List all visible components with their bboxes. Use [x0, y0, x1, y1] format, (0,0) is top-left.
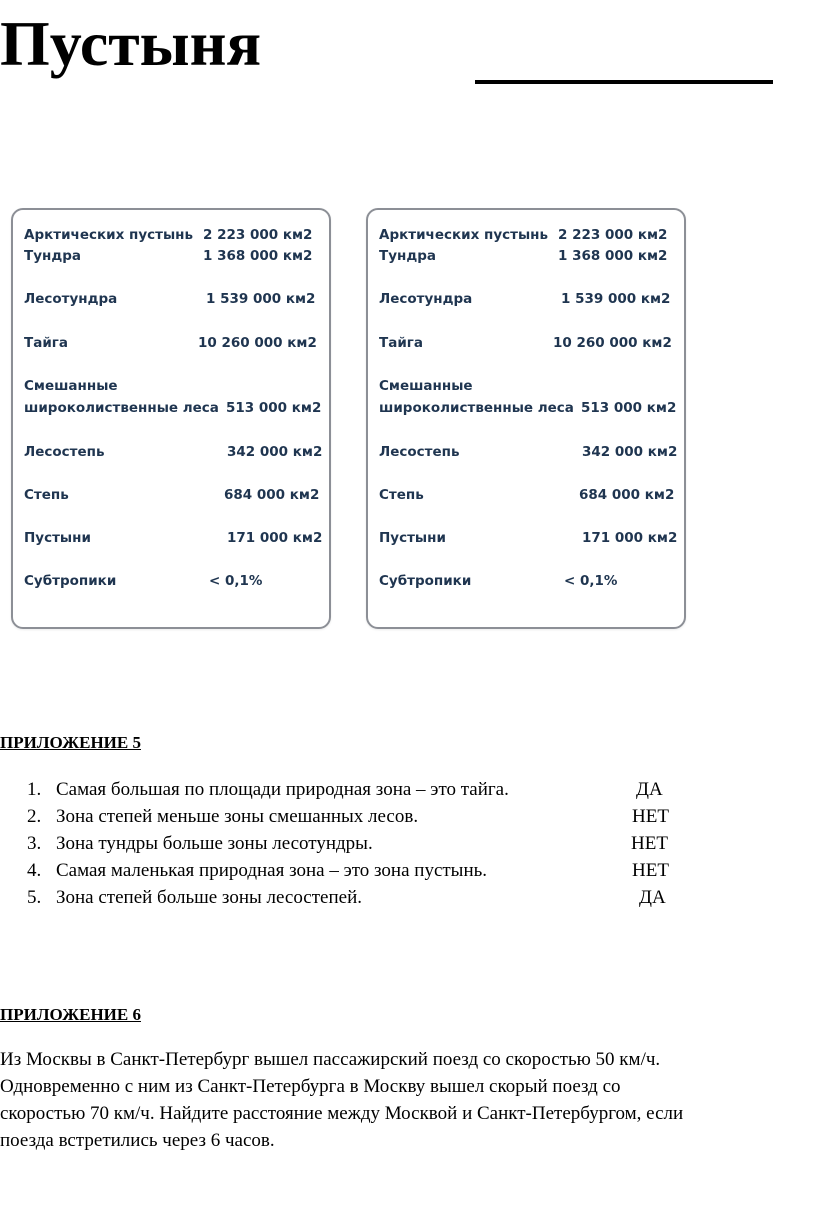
- zone-name: Тундра: [24, 248, 82, 264]
- list-item: [27, 830, 707, 857]
- zone-area: 1 368 000 км2: [558, 248, 668, 264]
- zone-name: Пустыни: [379, 530, 446, 546]
- zone-name: Пустыни: [24, 530, 91, 546]
- answer-text: ДА: [639, 887, 666, 908]
- zone-area: 1 539 000 км2: [206, 291, 316, 307]
- zone-name: Лесотундра: [379, 291, 473, 307]
- zone-name: Лесостепь: [379, 444, 460, 460]
- zone-area: < 0,1%: [564, 573, 618, 589]
- zone-area: 10 260 000 км2: [553, 335, 672, 351]
- area-table-card-right: [366, 208, 686, 629]
- statement-text: Зона степей меньше зоны смешанных лесов.: [56, 806, 419, 827]
- zone-area: 342 000 км2: [582, 444, 678, 460]
- zone-area: 2 223 000 км2: [558, 227, 668, 243]
- zone-name: Субтропики: [379, 573, 472, 589]
- area-table-card-left: [11, 208, 331, 629]
- zone-name: Арктических пустынь: [379, 227, 549, 243]
- zone-name: Арктических пустынь: [24, 227, 194, 243]
- zone-area: 1 539 000 км2: [561, 291, 671, 307]
- answer-text: НЕТ: [632, 860, 669, 881]
- answer-text: НЕТ: [631, 833, 668, 854]
- statement-text: Зона степей больше зоны лесостепей.: [56, 887, 362, 908]
- item-number: 3.: [27, 833, 42, 854]
- list-item: [27, 803, 707, 830]
- zone-name: Лесостепь: [24, 444, 105, 460]
- zone-name: Лесотундра: [24, 291, 118, 307]
- zone-name: Степь: [379, 487, 424, 503]
- zone-area: 171 000 км2: [227, 530, 323, 546]
- appendix-6-heading: ПРИЛОЖЕНИЕ 6: [0, 1005, 141, 1024]
- statement-list: [27, 776, 707, 911]
- zone-name: Субтропики: [24, 573, 117, 589]
- answer-text: НЕТ: [632, 806, 669, 827]
- appendix-5-heading: ПРИЛОЖЕНИЕ 5: [0, 733, 141, 752]
- zone-area: 513 000 км2: [581, 400, 677, 416]
- item-number: 2.: [27, 806, 42, 827]
- zone-name: широколиственные леса: [24, 400, 219, 416]
- zone-area: 342 000 км2: [227, 444, 323, 460]
- problem-line: поезда встретились через 6 часов.: [0, 1130, 275, 1151]
- zone-name: Тайга: [24, 335, 68, 351]
- item-number: 5.: [27, 887, 42, 908]
- problem-line: Из Москвы в Санкт-Петербург вышел пассажирский поезд со скоростью 50 км/ч.: [0, 1049, 661, 1070]
- problem-line: скоростью 70 км/ч. Найдите расстояние между Москвой и Санкт-Петербургом, если: [0, 1103, 684, 1124]
- list-item: [27, 857, 707, 884]
- zone-name: Тундра: [379, 248, 437, 264]
- zone-area: < 0,1%: [209, 573, 263, 589]
- zone-name: широколиственные леса: [379, 400, 574, 416]
- zone-name: Смешанные: [24, 378, 118, 394]
- statement-text: Зона тундры больше зоны лесотундры.: [56, 833, 373, 854]
- page-title: Пустыня: [0, 8, 262, 79]
- zone-area: 171 000 км2: [582, 530, 678, 546]
- statement-text: Самая маленькая природная зона – это зона пустынь.: [56, 860, 488, 881]
- zone-area: 684 000 км2: [579, 487, 675, 503]
- problem-line: Одновременно с ним из Санкт-Петербурга в Москву вышел скорый поезд со: [0, 1076, 621, 1097]
- problem-text: [0, 1046, 800, 1154]
- answer-text: ДА: [636, 779, 663, 800]
- zone-area: 513 000 км2: [226, 400, 322, 416]
- zone-name: Степь: [24, 487, 69, 503]
- answer-blank-line: [475, 80, 773, 84]
- zone-area: 2 223 000 км2: [203, 227, 313, 243]
- zone-name: Тайга: [379, 335, 423, 351]
- item-number: 4.: [27, 860, 42, 881]
- statement-text: Самая большая по площади природная зона – это тайга.: [56, 779, 509, 800]
- list-item: [27, 776, 707, 803]
- item-number: 1.: [27, 779, 42, 800]
- list-item: [27, 884, 707, 911]
- zone-name: Смешанные: [379, 378, 473, 394]
- zone-area: 10 260 000 км2: [198, 335, 317, 351]
- zone-area: 684 000 км2: [224, 487, 320, 503]
- zone-area: 1 368 000 км2: [203, 248, 313, 264]
